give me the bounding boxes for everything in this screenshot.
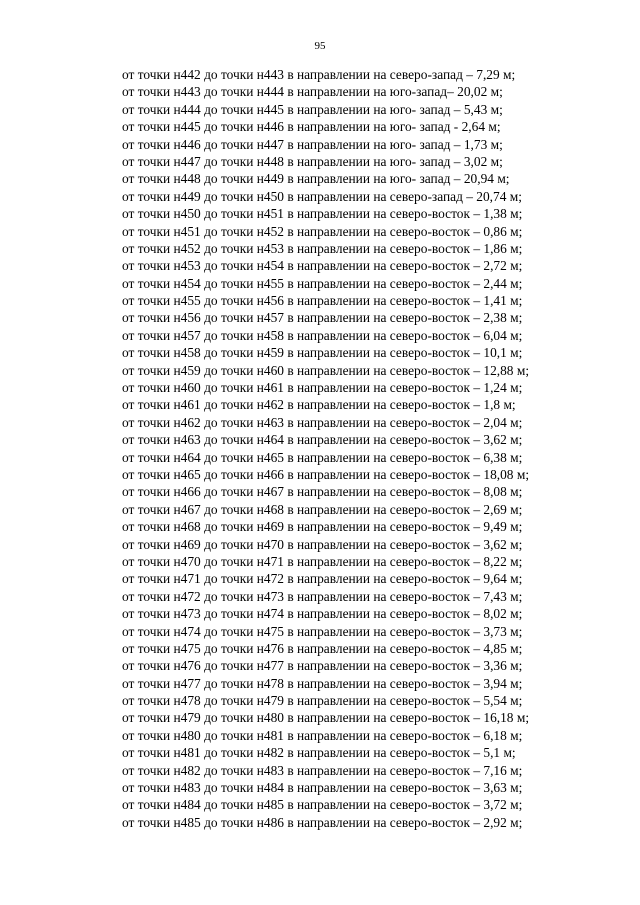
boundary-segment-line: от точки н474 до точки н475 в направлении на северо-восток – 3,73 м; [122,623,523,639]
boundary-segment-line: от точки н447 до точки н448 в направлении на юго- запад – 3,02 м; [122,153,503,169]
boundary-segment-line: от точки н475 до точки н476 в направлении на северо-восток – 4,85 м; [122,640,523,656]
boundary-segment-line: от точки н467 до точки н468 в направлении на северо-восток – 2,69 м; [122,501,523,517]
boundary-segment-line: от точки н485 до точки н486 в направлении на северо-восток – 2,92 м; [122,814,523,830]
boundary-segment-line: от точки н483 до точки н484 в направлении на северо-восток – 3,63 м; [122,780,523,796]
boundary-description-list [122,66,582,831]
boundary-segment-line: от точки н454 до точки н455 в направлении на северо-восток – 2,44 м; [122,275,523,291]
boundary-segment-line: от точки н461 до точки н462 в направлении на северо-восток – 1,8 м; [122,397,516,413]
boundary-segment-line: от точки н455 до точки н456 в направлении на северо-восток – 1,41 м; [122,293,523,309]
boundary-segment-line: от точки н456 до точки н457 в направлении на северо-восток – 2,38 м; [122,310,523,326]
boundary-segment-line: от точки н457 до точки н458 в направлении на северо-восток – 6,04 м; [122,327,523,343]
boundary-segment-line: от точки н450 до точки н451 в направлении на северо-восток – 1,38 м; [122,206,523,222]
boundary-segment-line: от точки н442 до точки н443 в направлении на северо-запад – 7,29 м; [122,67,516,82]
boundary-segment-line: от точки н470 до точки н471 в направлении на северо-восток – 8,22 м; [122,553,523,569]
boundary-segment-line: от точки н466 до точки н467 в направлении на северо-восток – 8,08 м; [122,484,523,500]
boundary-segment-line: от точки н448 до точки н449 в направлении на юго- запад – 20,94 м; [122,171,510,187]
boundary-segment-line: от точки н471 до точки н472 в направлении на северо-восток – 9,64 м; [122,571,523,587]
boundary-segment-line: от точки н453 до точки н454 в направлении на северо-восток – 2,72 м; [122,258,523,274]
boundary-segment-line: от точки н478 до точки н479 в направлении на северо-восток – 5,54 м; [122,693,523,709]
boundary-segment-line: от точки н484 до точки н485 в направлении на северо-восток – 3,72 м; [122,797,523,813]
boundary-segment-line: от точки н449 до точки н450 в направлении на северо-запад – 20,74 м; [122,188,522,204]
boundary-segment-line: от точки н479 до точки н480 в направлении на северо-восток – 16,18 м; [122,710,530,726]
boundary-segment-line: от точки н469 до точки н470 в направлении на северо-восток – 3,62 м; [122,536,523,552]
boundary-segment-line: от точки н452 до точки н453 в направлении на северо-восток – 1,86 м; [122,240,523,256]
boundary-segment-line: от точки н445 до точки н446 в направлении на юго- запад - 2,64 м; [122,119,501,135]
boundary-segment-line: от точки н463 до точки н464 в направлении на северо-восток – 3,62 м; [122,432,523,448]
boundary-segment-line: от точки н462 до точки н463 в направлении на северо-восток – 2,04 м; [122,414,523,430]
boundary-segment-line: от точки н458 до точки н459 в направлении на северо-восток – 10,1 м; [122,345,523,361]
page-number: 95 [314,40,326,52]
boundary-segment-line: от точки н472 до точки н473 в направлении на северо-восток – 7,43 м; [122,588,523,604]
boundary-segment-line: от точки н468 до точки н469 в направлении на северо-восток – 9,49 м; [122,519,523,535]
boundary-segment-line: от точки н444 до точки н445 в направлении на юго- запад – 5,43 м; [122,101,503,117]
boundary-segment-line: от точки н482 до точки н483 в направлении на северо-восток – 7,16 м; [122,762,523,778]
boundary-segment-line: от точки н476 до точки н477 в направлении на северо-восток – 3,36 м; [122,658,523,674]
boundary-segment-line: от точки н443 до точки н444 в направлении на юго-запад– 20,02 м; [122,84,503,100]
boundary-segment-line: от точки н465 до точки н466 в направлении на северо-восток – 18,08 м; [122,466,530,482]
boundary-segment-line: от точки н460 до точки н461 в направлении на северо-восток – 1,24 м; [122,380,523,396]
boundary-segment-line: от точки н477 до точки н478 в направлении на северо-восток – 3,94 м; [122,675,523,691]
boundary-segment-line: от точки н459 до точки н460 в направлении на северо-восток – 12,88 м; [122,362,530,378]
boundary-segment-line: от точки н451 до точки н452 в направлении на северо-восток – 0,86 м; [122,223,523,239]
boundary-segment-line: от точки н481 до точки н482 в направлении на северо-восток – 5,1 м; [122,745,516,761]
boundary-segment-line: от точки н473 до точки н474 в направлении на северо-восток – 8,02 м; [122,606,523,622]
boundary-segment-line: от точки н446 до точки н447 в направлении на юго- запад – 1,73 м; [122,136,503,152]
boundary-segment-line: от точки н464 до точки н465 в направлении на северо-восток – 6,38 м; [122,449,523,465]
boundary-segment-line: от точки н480 до точки н481 в направлении на северо-восток – 6,18 м; [122,727,523,743]
